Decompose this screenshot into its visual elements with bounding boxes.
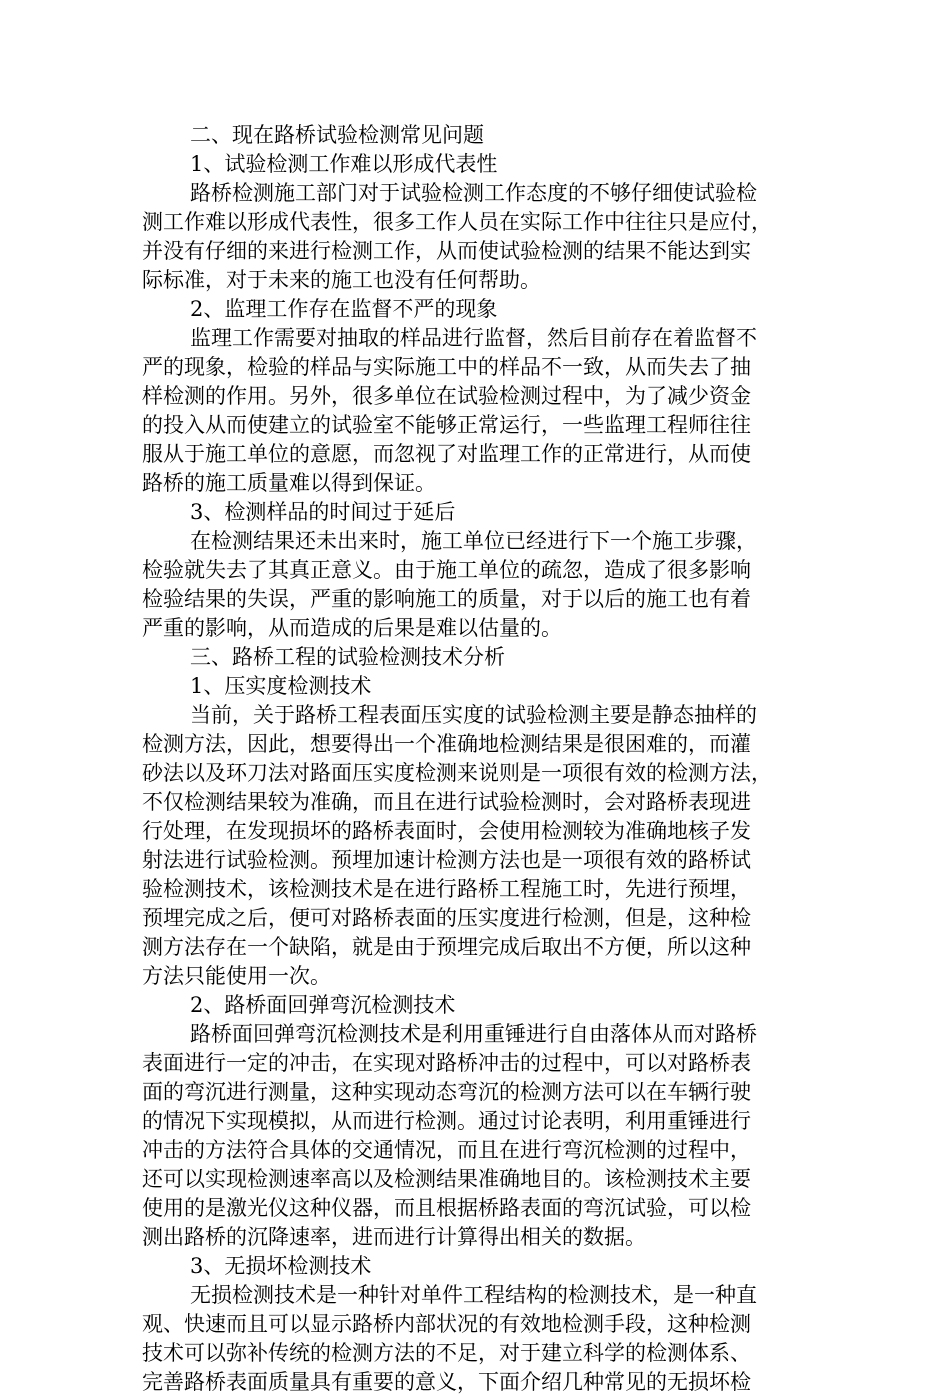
paragraph-line: 技术可以弥补传统的检测方法的不足，对于建立科学的检测体系、	[142, 1341, 751, 1365]
paragraph-line: 的情况下实现模拟，从而进行检测。通过讨论表明，利用重锤进行	[142, 1109, 751, 1133]
paragraph-line: 行处理，在发现损坏的路桥表面时，会使用检测较为准确地核子发	[142, 819, 751, 843]
paragraph-line: 验检测技术，该检测技术是在进行路桥工程施工时，先进行预埋，	[142, 877, 751, 901]
subsection-title: 2、路桥面回弹弯沉检测技术	[190, 993, 456, 1017]
paragraph-line: 服从于施工单位的意愿，而忽视了对监理工作的正常进行，从而使	[142, 442, 751, 466]
paragraph-line: 冲击的方法符合具体的交通情况，而且在进行弯沉检测的过程中，	[142, 1138, 751, 1162]
paragraph-line: 检验结果的失误，严重的影响施工的质量，对于以后的施工也有着	[142, 587, 751, 611]
paragraph-line: 无损检测技术是一种针对单件工程结构的检测技术，是一种直	[190, 1283, 757, 1307]
paragraph-line: 严重的影响，从而造成的后果是难以估量的。	[142, 616, 562, 640]
paragraph-line: 测出路桥的沉降速率，进而进行计算得出相关的数据。	[142, 1225, 646, 1249]
paragraph-line: 并没有仔细的来进行检测工作，从而使试验检测的结果不能达到实	[142, 239, 751, 263]
paragraph-line: 当前，关于路桥工程表面压实度的试验检测主要是静态抽样的	[190, 703, 757, 727]
paragraph-line: 路桥检测施工部门对于试验检测工作态度的不够仔细使试验检	[190, 181, 757, 205]
paragraph-line: 砂法以及环刀法对路面压实度检测来说则是一项很有效的检测方法，	[142, 761, 772, 785]
paragraph-line: 射法进行试验检测。预埋加速计检测方法也是一项很有效的路桥试	[142, 848, 751, 872]
paragraph-line: 严的现象，检验的样品与实际施工中的样品不一致，从而失去了抽	[142, 355, 751, 379]
paragraph-line: 完善路桥表面质量具有重要的意义，下面介绍几种常见的无损坏检	[142, 1370, 751, 1394]
paragraph-line: 路桥的施工质量难以得到保证。	[142, 471, 436, 495]
subsection-title: 3、无损坏检测技术	[190, 1254, 372, 1278]
subsection-title: 1、试验检测工作难以形成代表性	[190, 152, 498, 176]
paragraph-line: 际标准，对于未来的施工也没有任何帮助。	[142, 268, 541, 292]
section-heading: 二、现在路桥试验检测常见问题	[190, 123, 484, 147]
section-heading: 三、路桥工程的试验检测技术分析	[190, 645, 505, 669]
paragraph-line: 测方法存在一个缺陷，就是由于预埋完成后取出不方便，所以这种	[142, 935, 751, 959]
document-body	[142, 121, 810, 1397]
paragraph-line: 面的弯沉进行测量，这种实现动态弯沉的检测方法可以在车辆行驶	[142, 1080, 751, 1104]
paragraph-line: 观、快速而且可以显示路桥内部状况的有效地检测手段，这种检测	[142, 1312, 751, 1336]
paragraph-line: 预埋完成之后，便可对路桥表面的压实度进行检测，但是，这种检	[142, 906, 751, 930]
paragraph-line: 样检测的作用。另外，很多单位在试验检测过程中，为了减少资金	[142, 384, 751, 408]
paragraph-line: 检验就失去了其真正意义。由于施工单位的疏忽，造成了很多影响	[142, 558, 751, 582]
paragraph-line: 测工作难以形成代表性，很多工作人员在实际工作中往往只是应付，	[142, 210, 772, 234]
subsection-title: 3、检测样品的时间过于延后	[190, 500, 456, 524]
paragraph-line: 方法只能使用一次。	[142, 964, 331, 988]
paragraph-line: 不仅检测结果较为准确，而且在进行试验检测时，会对路桥表现进	[142, 790, 751, 814]
subsection-title: 2、监理工作存在监督不严的现象	[190, 297, 498, 321]
paragraph-line: 监理工作需要对抽取的样品进行监督，然后目前存在着监督不	[190, 326, 757, 350]
paragraph-line: 还可以实现检测速率高以及检测结果准确地目的。该检测技术主要	[142, 1167, 751, 1191]
paragraph-line: 的投入从而使建立的试验室不能够正常运行，一些监理工程师往往	[142, 413, 751, 437]
paragraph-line: 表面进行一定的冲击，在实现对路桥冲击的过程中，可以对路桥表	[142, 1051, 751, 1075]
paragraph-line: 使用的是激光仪这种仪器，而且根据桥路表面的弯沉试验，可以检	[142, 1196, 751, 1220]
subsection-title: 1、压实度检测技术	[190, 674, 372, 698]
paragraph-line: 路桥面回弹弯沉检测技术是利用重锤进行自由落体从而对路桥	[190, 1022, 757, 1046]
paragraph-line: 在检测结果还未出来时，施工单位已经进行下一个施工步骤，	[190, 529, 757, 553]
paragraph-line: 检测方法，因此，想要得出一个准确地检测结果是很困难的，而灌	[142, 732, 751, 756]
